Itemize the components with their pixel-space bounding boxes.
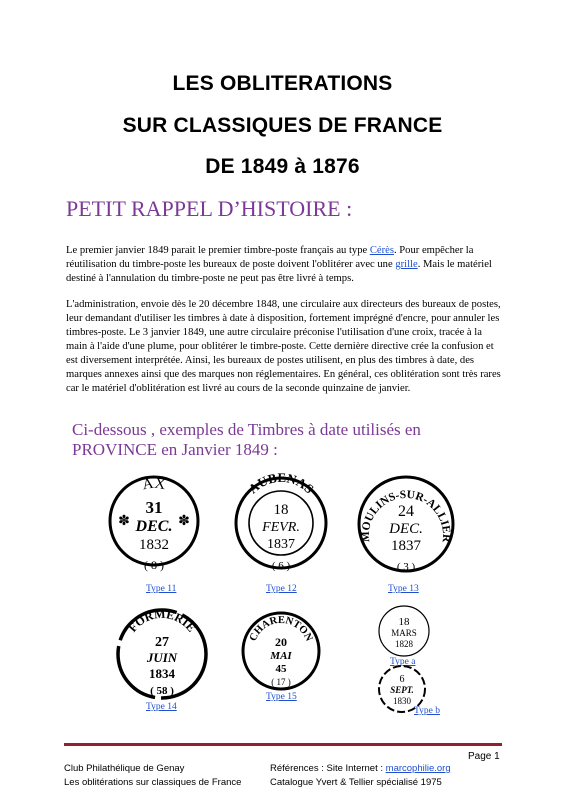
stamp-type-b-day: 6	[399, 674, 405, 685]
stamp-type-13	[354, 469, 458, 581]
ceres-link[interactable]: Cérès	[369, 245, 394, 256]
stamp-type-a-day: 18	[398, 616, 410, 628]
paragraph-1	[66, 244, 502, 286]
stamp-type-14-town: FORMERIE	[125, 606, 199, 635]
caption-type-11[interactable]: Type 11	[146, 584, 177, 594]
stamp-type-13-town: MOULINS-SUR-ALLIER	[359, 488, 453, 543]
stamp-type-15-month: MAI	[270, 650, 292, 662]
stamp-type-15-year: 45	[275, 663, 287, 675]
stamp-type-a-month: MARS	[391, 628, 417, 638]
stamp-type-14	[114, 604, 210, 702]
stamp-type-11	[107, 469, 201, 581]
stamp-type-13-day: 24	[398, 503, 414, 520]
stamp-type-14-day: 27	[155, 635, 169, 650]
stamp-type-a-year: 1828	[395, 639, 413, 649]
title-line-2: SUR CLASSIQUES DE FRANCE	[122, 114, 443, 137]
stamp-type-14-year: 1834	[149, 666, 175, 681]
caption-type-13[interactable]: Type 13	[388, 584, 419, 594]
stamp-type-b-month: SEPT.	[390, 685, 414, 695]
caption-type-14[interactable]: Type 14	[146, 702, 177, 712]
grille-link[interactable]: grille	[395, 259, 418, 270]
footer-catalogue: Catalogue Yvert & Tellier spécialisé 1975	[270, 777, 442, 788]
caption-type-15[interactable]: Type 15	[266, 692, 297, 702]
subheading-line-1: Ci-dessous , exemples de Timbres à date utilisés en	[72, 420, 421, 439]
caption-type-12[interactable]: Type 12	[266, 584, 297, 594]
footer-rule	[64, 743, 502, 746]
title-line-1: LES OBLITERATIONS	[172, 72, 393, 95]
stamp-type-11-month: DEC.	[135, 518, 173, 535]
paragraph-2: L'administration, envoie dès le 20 décembre 1848, une circulaire aux directeurs des bureaux de postes, leur demandant d'utiliser les timbres à date à disposition, fortement imprégné d'encre, pour annuler les timbres-poste. Le 3 janvier 1849, une autre circulaire préconise l'utilisation d'une croix, tracée à la main à l'aide d'une plume, pour oblitérer le timbre-poste. Cette dernière directive crée la confusion et est diversement interprétée. Ainsi, les bureaux de postes utilisent, en plus des timbres à date, des marques annexes ainsi que des marques non réglementaires. En général, ces oblitération sont très rares car le matériel d'oblitération est livré au cours de la seconde quinzaine de janvier.	[66, 299, 501, 394]
marcophilie-link[interactable]: marcophilie.org	[385, 763, 451, 774]
paragraph-1-text-c: . Mais le matériel destiné à l'annulation du timbre-poste ne peut pas être livré à temps.	[66, 259, 492, 284]
stamp-type-12	[231, 469, 331, 579]
footer-club-name: Club Philathélique de Genay	[64, 763, 185, 774]
stamp-type-14-month: JUIN	[146, 650, 178, 665]
stamp-type-b-year: 1830	[393, 696, 411, 706]
stamp-type-13-month: DEC.	[389, 521, 423, 537]
stamp-type-15-town: CHARENTON	[247, 614, 315, 644]
flower-ornament-icon: ✽	[118, 514, 130, 529]
stamp-type-11-code: ( 8 )	[144, 558, 164, 572]
stamp-type-12-day: 18	[273, 502, 289, 518]
stamp-type-15-code: ( 17 )	[271, 677, 291, 687]
page-number: Page 1	[468, 751, 500, 762]
stamp-type-11-town: AX	[141, 475, 167, 494]
stamp-type-11-year: 1832	[139, 537, 169, 553]
stamp-type-11-day: 31	[145, 498, 163, 517]
footer-references	[270, 763, 451, 774]
stamp-type-13-year: 1837	[391, 538, 421, 554]
paragraph-1-text-a: Le premier janvier 1849 parait le premier timbre-poste français au type	[66, 245, 370, 256]
stamp-type-13-code: ( 3 )	[396, 561, 416, 573]
paragraph-1-text-b: . Pour empêcher la réutilisation du timbre-poste les bureaux de poste doivent l'oblitérer avec une	[66, 245, 474, 270]
title-line-3: DE 1849 à 1876	[205, 155, 360, 178]
caption-type-b[interactable]: Type b	[414, 706, 440, 716]
stamp-type-a	[376, 603, 432, 659]
stamp-type-12-code: ( 6 )	[271, 560, 291, 572]
footer-document-title: Les oblitérations sur classiques de France	[64, 777, 242, 788]
subheading-line-2: PROVINCE en Janvier 1849 :	[72, 440, 278, 459]
flower-ornament-icon: ✽	[178, 514, 190, 529]
stamp-type-12-town: AUBENAS	[245, 469, 317, 497]
footer-references-label: Références : Site Internet :	[270, 763, 386, 774]
stamp-type-12-month: FEVR.	[262, 520, 300, 535]
stamp-type-15-day: 20	[275, 635, 287, 649]
caption-type-a[interactable]: Type a	[390, 657, 416, 667]
stamp-type-15	[240, 610, 322, 692]
section-heading: PETIT RAPPEL D’HISTOIRE :	[66, 196, 353, 221]
stamp-type-14-code: ( 58 )	[150, 685, 174, 697]
stamp-type-12-year: 1837	[267, 537, 295, 552]
